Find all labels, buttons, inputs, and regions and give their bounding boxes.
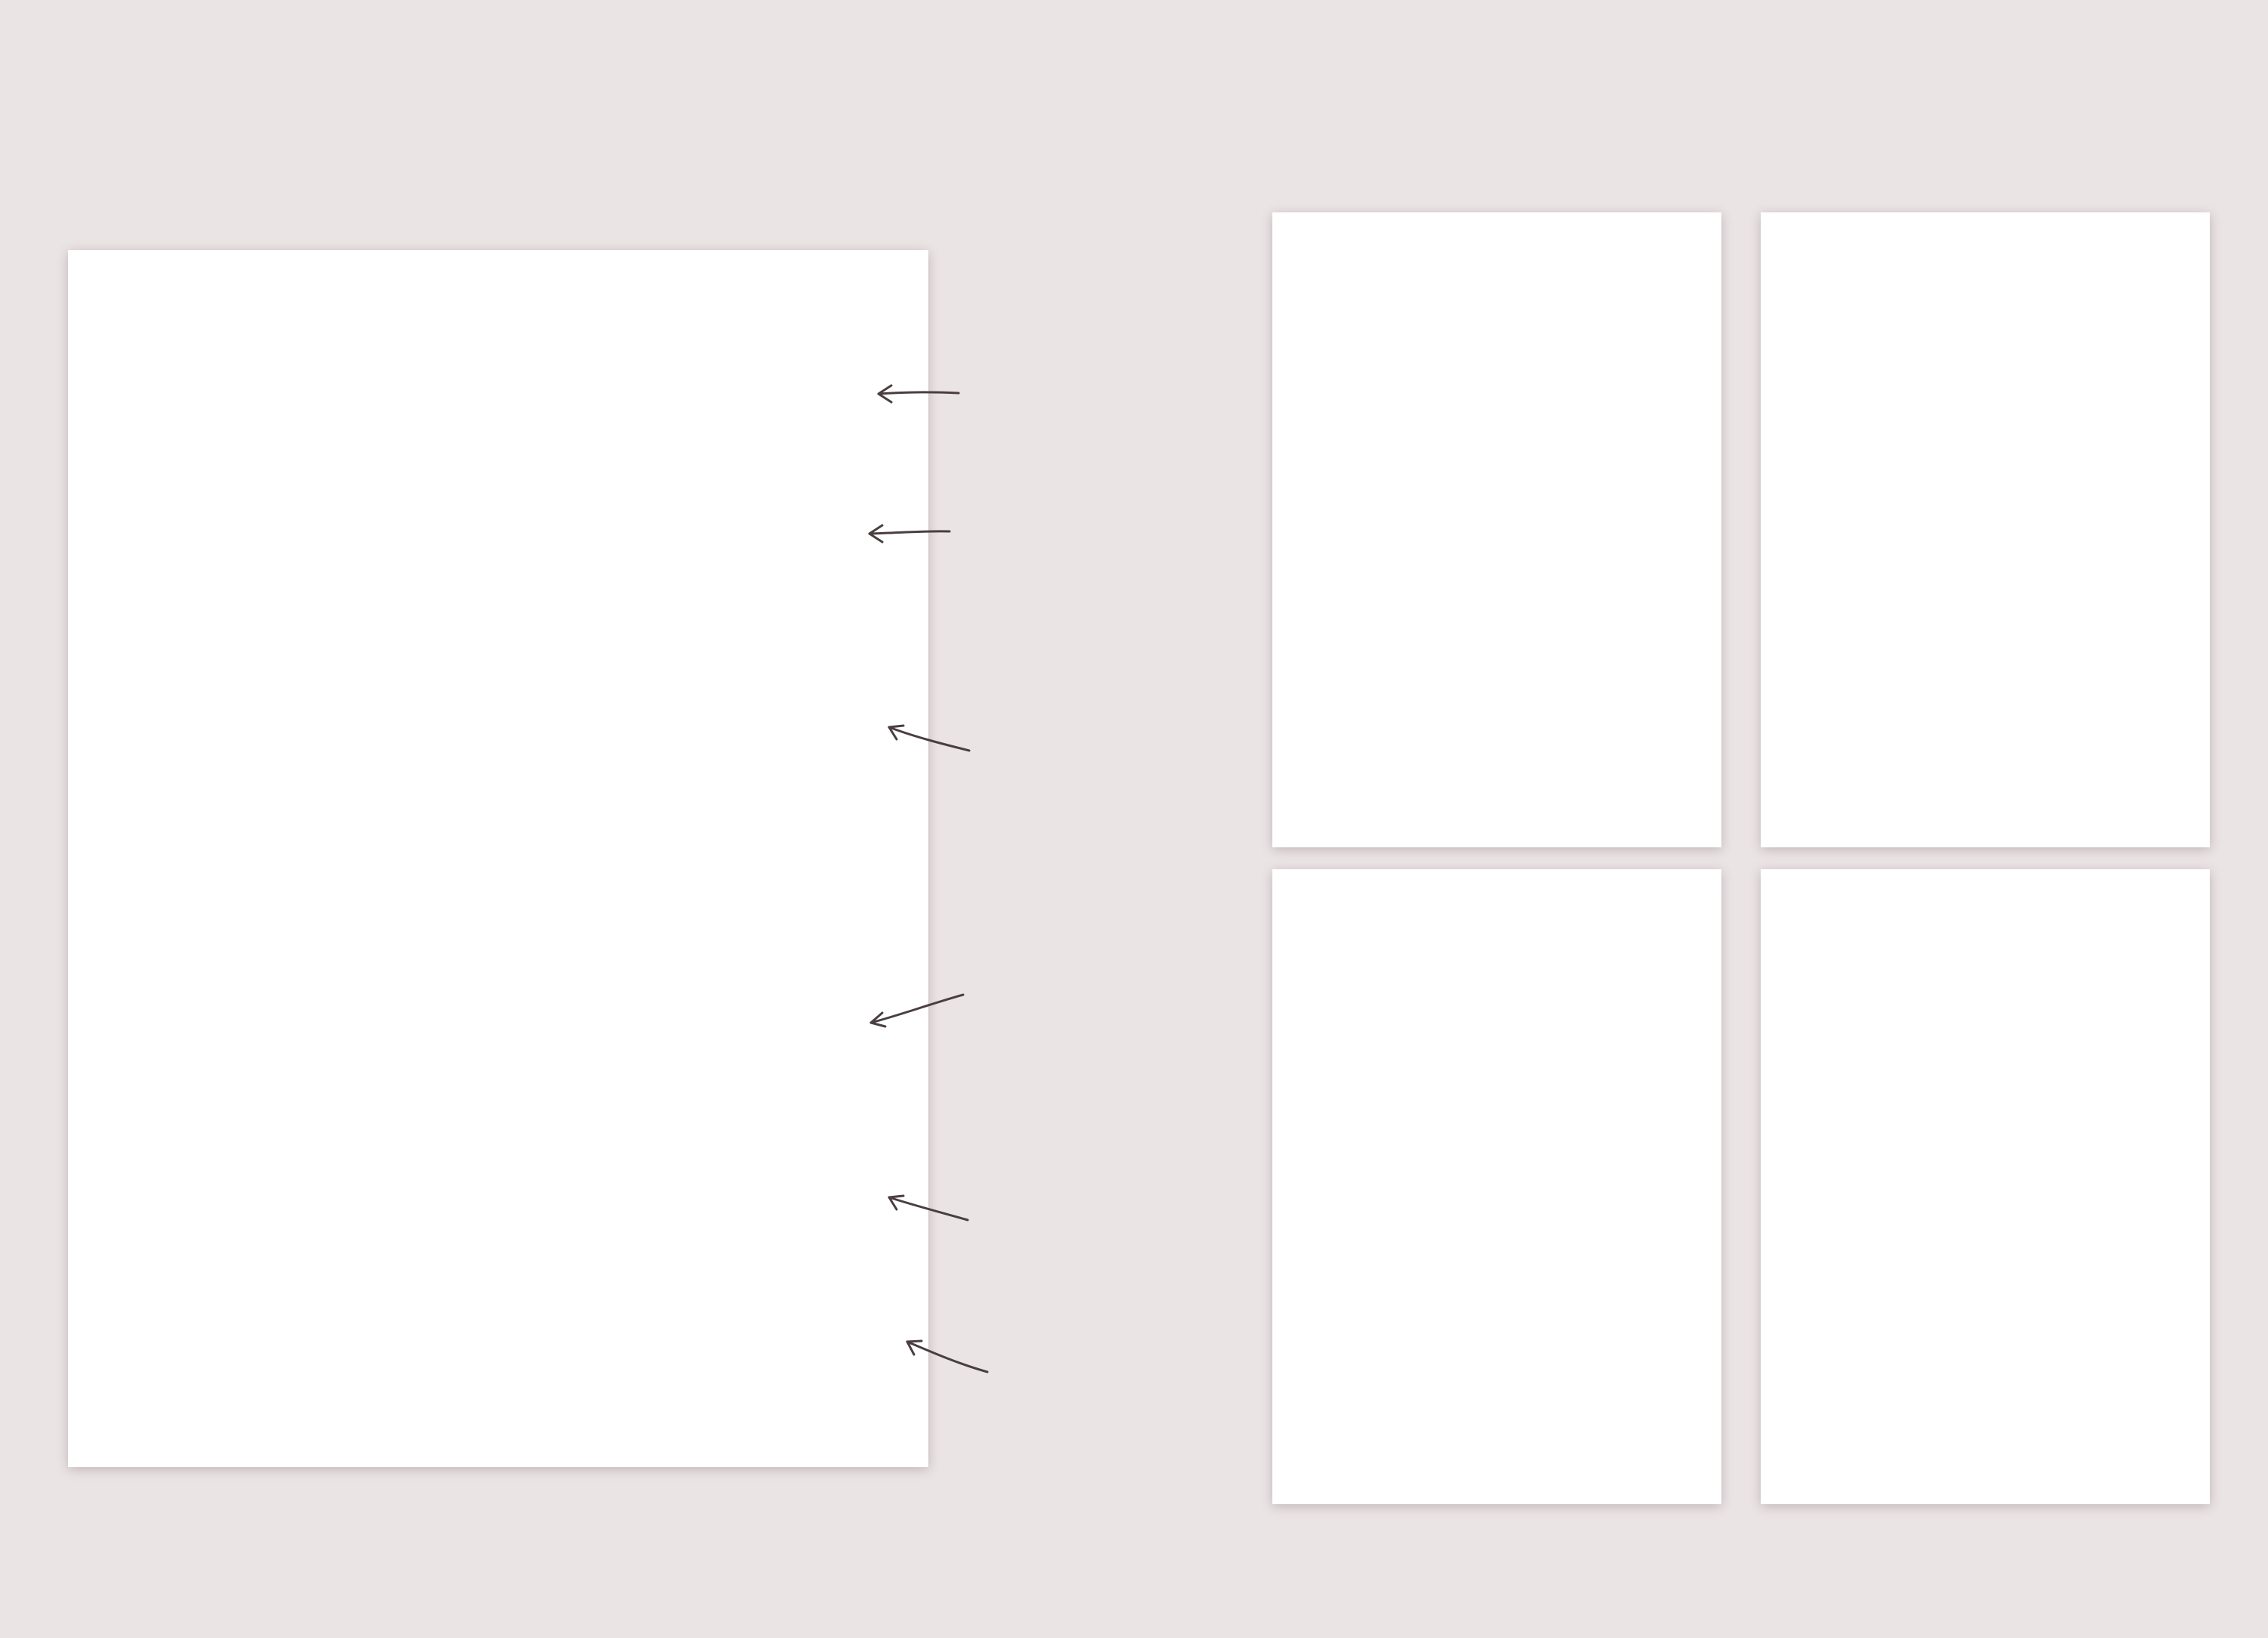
main-planner-page: [68, 250, 928, 1467]
variant-planner-2: [1761, 212, 2210, 847]
variant-planner-1: [1272, 212, 1721, 847]
variant-planner-4: [1761, 869, 2210, 1504]
variant-planner-3: [1272, 869, 1721, 1504]
